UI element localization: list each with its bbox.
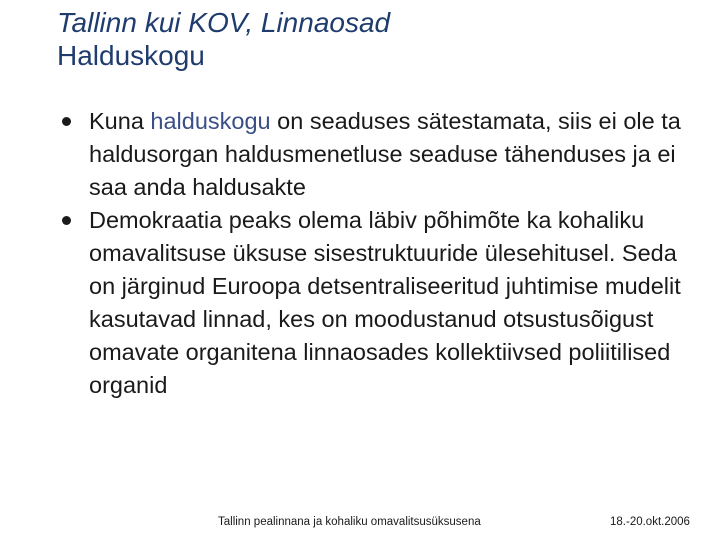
slide-title: [57, 6, 677, 72]
bullet-1-rest: on seaduses sätestamata, siis ei ole ta haldusorgan haldusmenetluse seaduse tähenduses ja ei saa anda haldusakte: [89, 108, 681, 200]
bullet-list: [62, 105, 682, 402]
footer-date: 18.-20.okt.2006: [610, 516, 690, 528]
footer-presentation-title: Tallinn pealinnana ja kohaliku omavalitsusüksusena: [218, 516, 481, 528]
bullet-dot-icon: [62, 216, 71, 225]
bullet-2-text: Demokraatia peaks olema läbiv põhimõte ka kohaliku omavalitsuse üksuse sisestruktuuride ülesehitusel. Seda on järginud Euroopa detsentraliseeritud juhtimise mudelit kasutavad linnad, kes on moodustanud otsustusõigust omavate organitena linnaosades kollektiivsed poliitilised organid: [89, 207, 681, 398]
slide-title-line2: Halduskogu: [57, 40, 205, 71]
bullet-item-2: [62, 204, 682, 402]
bullet-1-highlight: halduskogu: [150, 108, 271, 134]
bullet-dot-icon: [62, 117, 71, 126]
slide-title-line1: Tallinn kui KOV, Linnaosad: [57, 7, 391, 38]
bullet-item-1: [62, 105, 682, 204]
bullet-1-prefix: Kuna: [89, 108, 151, 134]
